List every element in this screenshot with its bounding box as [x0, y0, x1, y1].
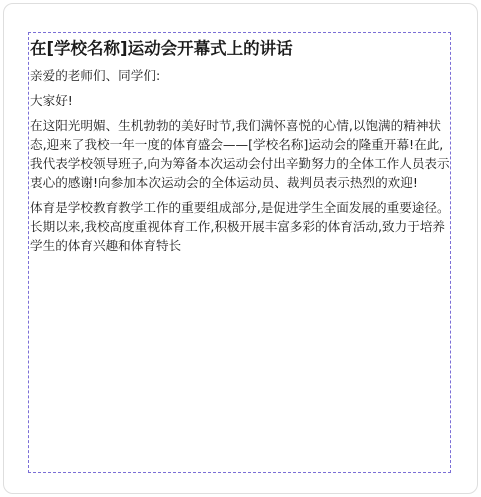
- body-paragraph-2: 体育是学校教育教学工作的重要组成部分,是促进学生全面发展的重要途径。长期以来,我校高度重视体育工作,积极开展丰富多彩的体育活动,致力于培养学生的体育兴趣和体育特长: [30, 200, 450, 253]
- page-frame: [3, 3, 478, 494]
- salutation-line: 大家好!: [30, 93, 73, 108]
- text-editor-box[interactable]: [28, 32, 451, 473]
- greeting-line: 亲爱的老师们、同学们:: [30, 68, 161, 83]
- body-paragraph-1: 在这阳光明媚、生机勃勃的美好时节,我们满怀喜悦的心情,以饱满的精神状态,迎来了我校一年一度的体育盛会——[学校名称]运动会的隆重开幕!在此,我代表学校领导班子,向为筹备本次运动会付出辛勤努力的全体工作人员表示衷心的感谢!向参加本次运动会的全体运动员、裁判员表示热烈的欢迎!: [30, 118, 450, 190]
- document-title: 在[学校名称]运动会开幕式上的讲话: [30, 39, 293, 58]
